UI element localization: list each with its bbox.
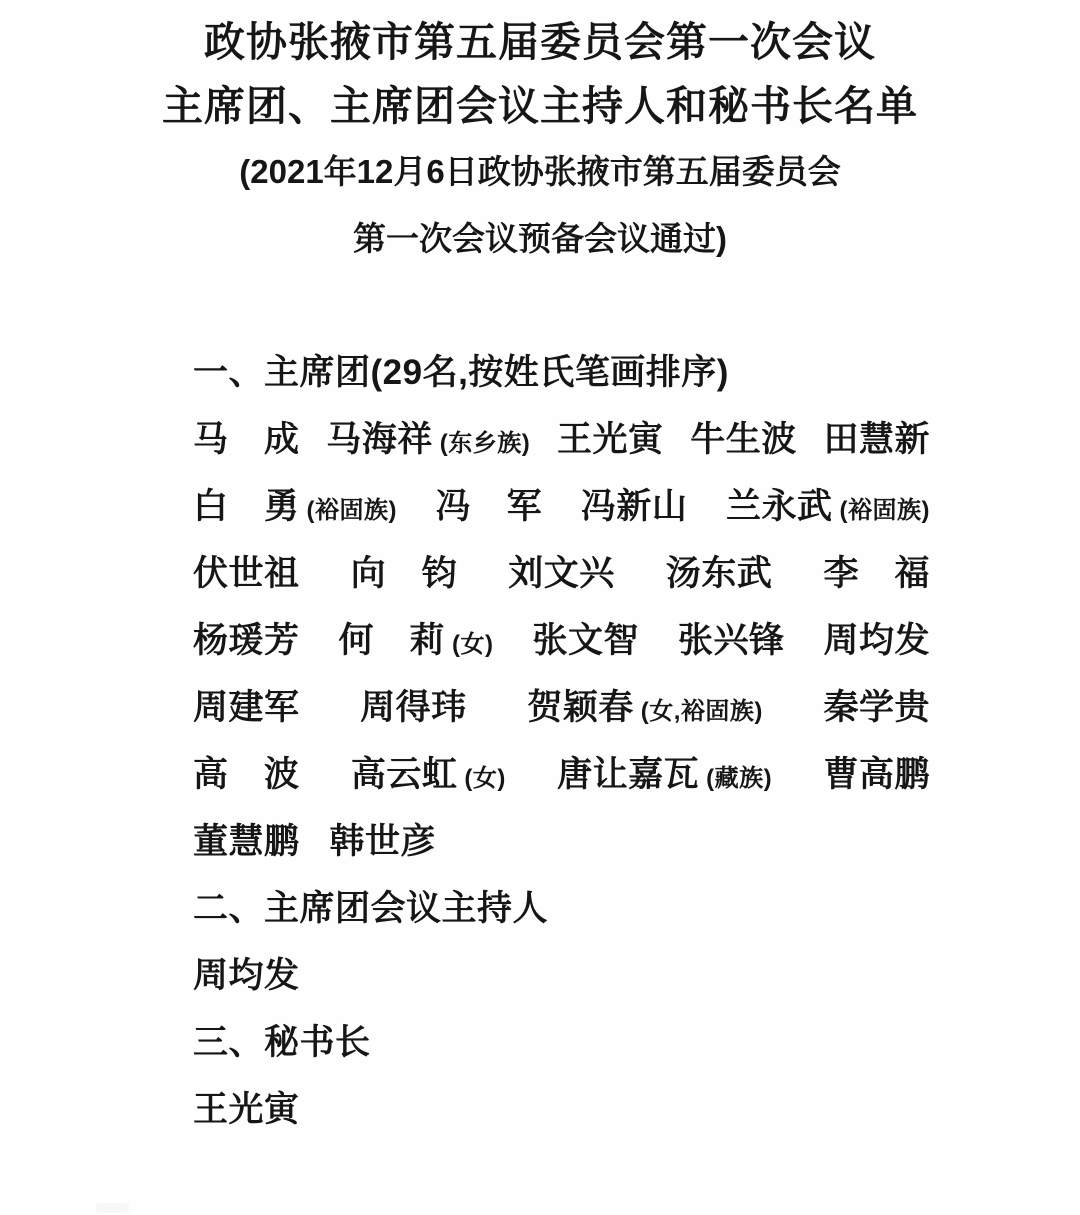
member-name: 王光寅 bbox=[556, 419, 664, 459]
member bbox=[193, 747, 300, 797]
member bbox=[690, 412, 797, 462]
ethnic-note: (裕固族) bbox=[306, 496, 397, 524]
member-name: 秦学贵 bbox=[823, 687, 930, 727]
member bbox=[557, 412, 664, 462]
member-name: 周均发 bbox=[193, 955, 300, 995]
member-name: 周均发 bbox=[823, 620, 930, 660]
member-name: 冯新山 bbox=[580, 486, 688, 526]
member-name: 白 勇 bbox=[193, 486, 300, 526]
member bbox=[436, 479, 543, 529]
member-name: 马海祥 bbox=[326, 419, 433, 459]
member-name: 高 波 bbox=[193, 754, 300, 794]
member bbox=[532, 613, 639, 663]
member bbox=[326, 412, 530, 462]
member-name: 伏世祖 bbox=[193, 553, 300, 593]
member bbox=[193, 814, 300, 864]
member-name: 田慧新 bbox=[823, 419, 930, 459]
member bbox=[193, 479, 397, 529]
section-heading: 一、主席团(29名,按姓氏笔画排序) bbox=[193, 352, 729, 392]
ethnic-note: (裕固族) bbox=[839, 496, 930, 524]
document-title-line2: 主席团、主席团会议主持人和秘书长名单 bbox=[162, 83, 918, 129]
document-title-line1: 政协张掖市第五届委员会第一次会议 bbox=[204, 19, 876, 65]
member-name: 向 钧 bbox=[350, 553, 458, 593]
member bbox=[360, 680, 467, 730]
member-name: 杨瑗芳 bbox=[193, 620, 300, 660]
section-heading: 二、主席团会议主持人 bbox=[193, 888, 549, 928]
member bbox=[557, 747, 772, 797]
member-row bbox=[193, 470, 930, 537]
member-row bbox=[193, 939, 930, 1006]
member bbox=[193, 1082, 300, 1132]
member bbox=[193, 613, 300, 663]
member bbox=[193, 948, 300, 998]
member-name: 高云虹 bbox=[350, 754, 458, 794]
ethnic-note: (女,裕固族) bbox=[640, 697, 763, 725]
section bbox=[193, 872, 930, 1006]
member bbox=[193, 546, 300, 596]
member-name: 张文智 bbox=[532, 620, 639, 660]
member-row bbox=[193, 604, 930, 671]
document-subtitle-line1: (2021年12月6日政协张掖市第五届委员会 bbox=[239, 153, 841, 190]
member-row bbox=[193, 403, 930, 470]
member bbox=[581, 479, 688, 529]
section bbox=[193, 1006, 930, 1140]
member bbox=[193, 412, 300, 462]
member-name: 周建军 bbox=[193, 687, 300, 727]
watermark-smudge bbox=[96, 1203, 129, 1213]
member bbox=[823, 412, 930, 462]
member bbox=[351, 747, 506, 797]
member-name: 张兴锋 bbox=[677, 620, 785, 660]
member bbox=[726, 479, 930, 529]
member-name: 冯 军 bbox=[435, 486, 543, 526]
member bbox=[351, 546, 458, 596]
member-row bbox=[193, 537, 930, 604]
document-subtitle-line2: 第一次会议预备会议通过) bbox=[353, 220, 727, 257]
member-row bbox=[193, 805, 930, 872]
member bbox=[823, 613, 930, 663]
member-row bbox=[193, 738, 930, 805]
member-row bbox=[193, 1073, 930, 1140]
member bbox=[823, 546, 930, 596]
ethnic-note: (东乡族) bbox=[439, 429, 531, 457]
member-name: 唐让嘉瓦 bbox=[557, 754, 700, 794]
member-name: 董慧鹏 bbox=[193, 821, 300, 861]
member bbox=[666, 546, 773, 596]
member-name: 贺颖春 bbox=[527, 687, 634, 727]
member-name: 刘文兴 bbox=[508, 553, 615, 593]
member-name: 何 莉 bbox=[338, 620, 446, 660]
member-name: 牛生波 bbox=[690, 419, 797, 459]
ethnic-note: (女) bbox=[464, 764, 506, 792]
member-name: 周得玮 bbox=[360, 687, 467, 727]
member-row bbox=[193, 671, 930, 738]
title-block bbox=[0, 0, 1080, 272]
member bbox=[193, 680, 300, 730]
ethnic-note: (女) bbox=[452, 630, 494, 658]
member bbox=[678, 613, 785, 663]
sections-container bbox=[193, 272, 930, 1140]
member bbox=[823, 680, 930, 730]
member-name: 韩世彦 bbox=[329, 821, 437, 861]
member bbox=[823, 747, 930, 797]
member-name: 李 福 bbox=[823, 553, 930, 593]
member bbox=[508, 546, 615, 596]
member-name: 曹高鹏 bbox=[823, 754, 930, 794]
member bbox=[339, 613, 494, 663]
member bbox=[527, 680, 763, 730]
ethnic-note: (藏族) bbox=[706, 764, 773, 792]
member-name: 王光寅 bbox=[193, 1089, 300, 1129]
section bbox=[193, 336, 930, 872]
member-name: 汤东武 bbox=[665, 553, 773, 593]
section-heading: 三、秘书长 bbox=[193, 1022, 371, 1062]
member-name: 马 成 bbox=[193, 419, 300, 459]
member-name: 兰永武 bbox=[726, 486, 833, 526]
member bbox=[330, 814, 437, 864]
